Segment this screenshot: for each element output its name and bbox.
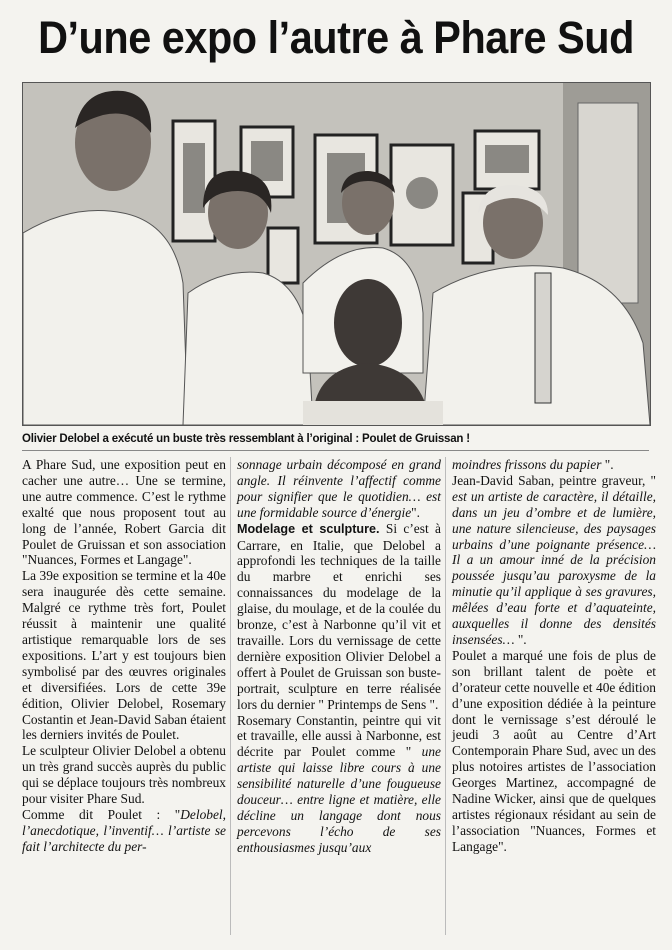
article-column-2: [237, 457, 441, 856]
photo-icon: [23, 83, 650, 425]
text: Rosemary Constantin, peintre qui vit et travaille, elle aussi à Narbonne, est décrite par Poulet comme ": [237, 712, 441, 760]
quote-text: une artiste qui laisse libre cours à une sensibilité naturelle d’une fougueuse douceur… entre ligne et matière, elle décline un langage dont nous percevons l’écho de ses enthousiasmes jusqu’aux: [237, 744, 441, 855]
article-column-1: [22, 457, 226, 855]
article-column-3: [452, 457, 656, 855]
photo-caption: Olivier Delobel a exécuté un buste très ressemblant à l’original : Poulet de Gruissan !: [22, 433, 470, 445]
column-divider: [445, 457, 446, 935]
paragraph: [452, 457, 656, 473]
text: ".: [411, 504, 420, 520]
headline: D’une expo l’autre à Phare Sud: [38, 12, 634, 63]
quote-text: Delobel, l’anecdotique, l’inventif… l’artiste se fait l’architecte du per-: [22, 806, 226, 854]
paragraph: [452, 473, 656, 648]
text: Si c’est à Carrare, en Italie, que Delobel a approfondi les techniques de la taille du marbre et enrichi ses connaissances du modelage de la glaise, du moulage, et de la coulée du bronze, c’est à Narbonne qu’il vit et travaille. Lors du vernissage de cette dernière exposition Olivier Delobel a offert à Poulet de Gruissan son buste-portrait, sculpture en terre réalisée lors du dernier " Printemps de Sens ".: [237, 520, 441, 712]
text: Comme dit Poulet : ": [22, 806, 181, 822]
text: Jean-David Saban, peintre graveur, ": [452, 472, 656, 488]
quote-text: moindres frissons du papier: [452, 457, 602, 472]
quote-text: sonnage urbain décomposé en grand angle. Il réinvente l’affectif comme pour signifier que le quotidien… est une formidable source d’énergie: [237, 457, 441, 520]
column-divider: [230, 457, 231, 935]
paragraph: [237, 457, 441, 521]
paragraph: A Phare Sud, une exposition peut en cacher une autre… Une se termine, une autre commence. C’est le rythme exalté que nous proposent tout au long de l’année, Robert Garcia dit Poulet de Gruissan et son association "Nuances, Formes et Langage".: [22, 457, 226, 568]
paragraph: Le sculpteur Olivier Delobel a obtenu un très grand succès auprès du public qui se déplace toujours très nombreux pour visiter Phare Sud.: [22, 743, 226, 807]
quote-text: est un artiste de caractère, il détaille, dans un jeu d’ombre et de lumière, une nature silencieuse, des paysages urbains d’une poignante présence… Il a un amour inné de la précision poussée jusqu’au paroxysme de la minutie qu’il applique à ses gravures, mêlées d’eau forte et d’aquateinte, auxquelles il donne des densités insensées…: [452, 488, 656, 647]
paragraph: [237, 521, 441, 713]
text: ".: [514, 631, 527, 647]
paragraph: La 39e exposition se termine et la 40e sera inaugurée dès cette semaine. Malgré ce rythme très fort, Poulet réussit à maintenir une qualité artistique remarquable lors de ses expositions. L’art y est toujours bien symbolisé par des œuvres originales et diversifiées. Lors de cette 39e édition, Olivier Delobel, Rosemary Costantin et Jean-David Saban étaient les derniers invités de Poulet.: [22, 568, 226, 743]
paragraph: [237, 713, 441, 856]
news-photo: [22, 82, 651, 426]
section-heading: Modelage et sculpture.: [237, 521, 380, 536]
text: ".: [601, 457, 614, 472]
caption-rule: [22, 450, 649, 451]
paragraph: [22, 807, 226, 855]
paragraph: Poulet a marqué une fois de plus de son brillant talent de poète et d’orateur cette nouvelle et 40e édition d’une exposition dédiée à la peinture dont le vernissage s’est déroulé le jeudi 3 août au Centre d’Art Contemporain Phare Sud, avec un des plus notoires artistes de l’association Georges Martinez, accompagné de Nadine Wicker, ainsi que de quelques artistes régionaux résidant au sein de l’association "Nuances, Formes et Langage".: [452, 647, 656, 854]
